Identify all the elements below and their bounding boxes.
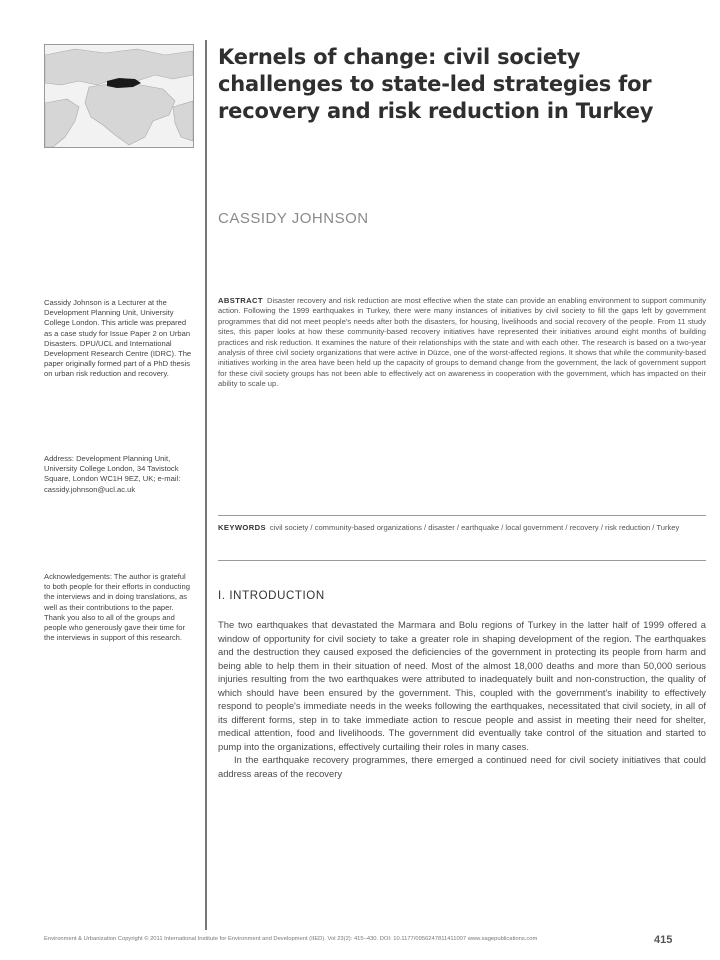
divider-abstract <box>218 515 706 516</box>
page-number: 415 <box>654 934 673 946</box>
author-bio: Cassidy Johnson is a Lecturer at the Development Planning Unit, University College London. This article was prepared as a case study for Issue Paper 2 on Urban Disasters. DPU/UCL and International Development Research Centre (IDRC). The paper originally formed part of a PhD thesis on urban risk reduction and recovery. <box>44 298 192 379</box>
author-name: CASSIDY JOHNSON <box>218 210 369 227</box>
keywords-text: civil society / community-based organizations / disaster / earthquake / local government / recovery / risk reduction / Turkey <box>269 523 680 532</box>
abstract-text: Disaster recovery and risk reduction are most effective when the state can provide an enabling environment to support community action. Following the 1999 earthquakes in Turkey, there were many instances of initiatives by civil society to fill the gaps left by government programmes that did not meet people's needs after both the disasters, for housing, livelihoods and social recovery of the people. From 11 study sites, this paper looks at how these community-based recovery initiatives have represented their initiatives around eight months of building practices and risk reduction. It examines the nature of their relationships with the state and with each other. The research is based on a two-year analysis of three civil society organizations that were active in Düzce, one of the worst-affected regions. It shows that while the community-based initiatives working in the area have been held up the capacity of groups to demand change from the government, the lack of government support for these civil society groups has not been able to effectively act on awareness in cooperation with the government, which has impacted on their ability to scale up. <box>218 296 706 389</box>
article-title: Kernels of change: civil society challenges to state-led strategies for recovery and risk reduction in Turkey <box>218 45 654 123</box>
body-paragraph-2: In the earthquake recovery programmes, there emerged a continued need for civil society initiatives that could address areas of the recovery <box>218 754 706 779</box>
author-address: Address: Development Planning Unit, University College London, 34 Tavistock Square, London WC1H 9EZ, UK; e-mail: cassidy.johnson@ucl.ac.uk <box>44 454 181 494</box>
keywords <box>218 523 706 533</box>
map-graphic <box>45 45 193 147</box>
footer-citation: Environment & Urbanization Copyright © 2011 International Institute for Environment and Development (IIED). Vol 23(2): 415–430. DOI: 10.1177/0956247811411007 www.sagepublications.com <box>44 936 538 942</box>
divider-keywords <box>218 560 706 561</box>
abstract-label: ABSTRACT <box>218 296 263 305</box>
abstract <box>218 296 706 390</box>
acknowledgements: Acknowledgements: The author is grateful to both people for their efforts in conducting the interviews and in doing translations, as well as their contributions to the paper. Thank you also to all of the groups and people who generously gave their time for the interviews in support of this research. <box>44 572 190 643</box>
location-map <box>44 44 194 148</box>
column-divider <box>205 40 207 930</box>
section-heading: I. INTRODUCTION <box>218 590 325 602</box>
keywords-label: KEYWORDS <box>218 523 266 532</box>
body-paragraph-1: The two earthquakes that devastated the Marmara and Bolu regions of Turkey in the latter half of 1999 offered a window of opportunity for civil society to take a greater role in shaping development of the region. The earthquakes and the destruction they caused exposed the deficiencies of the government in protecting its people from harm and being able to help them in their situation of need. Most of the almost 18,000 deaths and more than 50,000 serious injuries resulting from the two earthquakes were attributed to inadequately built and non-construction, the quality of which should have been ensured by the government. This, coupled with the government's inability to effectively respond to people's immediate needs in the weeks following the earthquakes, necessitated that civil society, in all of its different forms, step in to take immediate action to rescue people and assist in meeting their need for shelter, medical attention, food and livelihoods. The government did eventually take control of the situation and started to pump into the organizations, effectively curtailing their roles in many cases. <box>218 619 706 752</box>
body-text <box>218 618 706 780</box>
